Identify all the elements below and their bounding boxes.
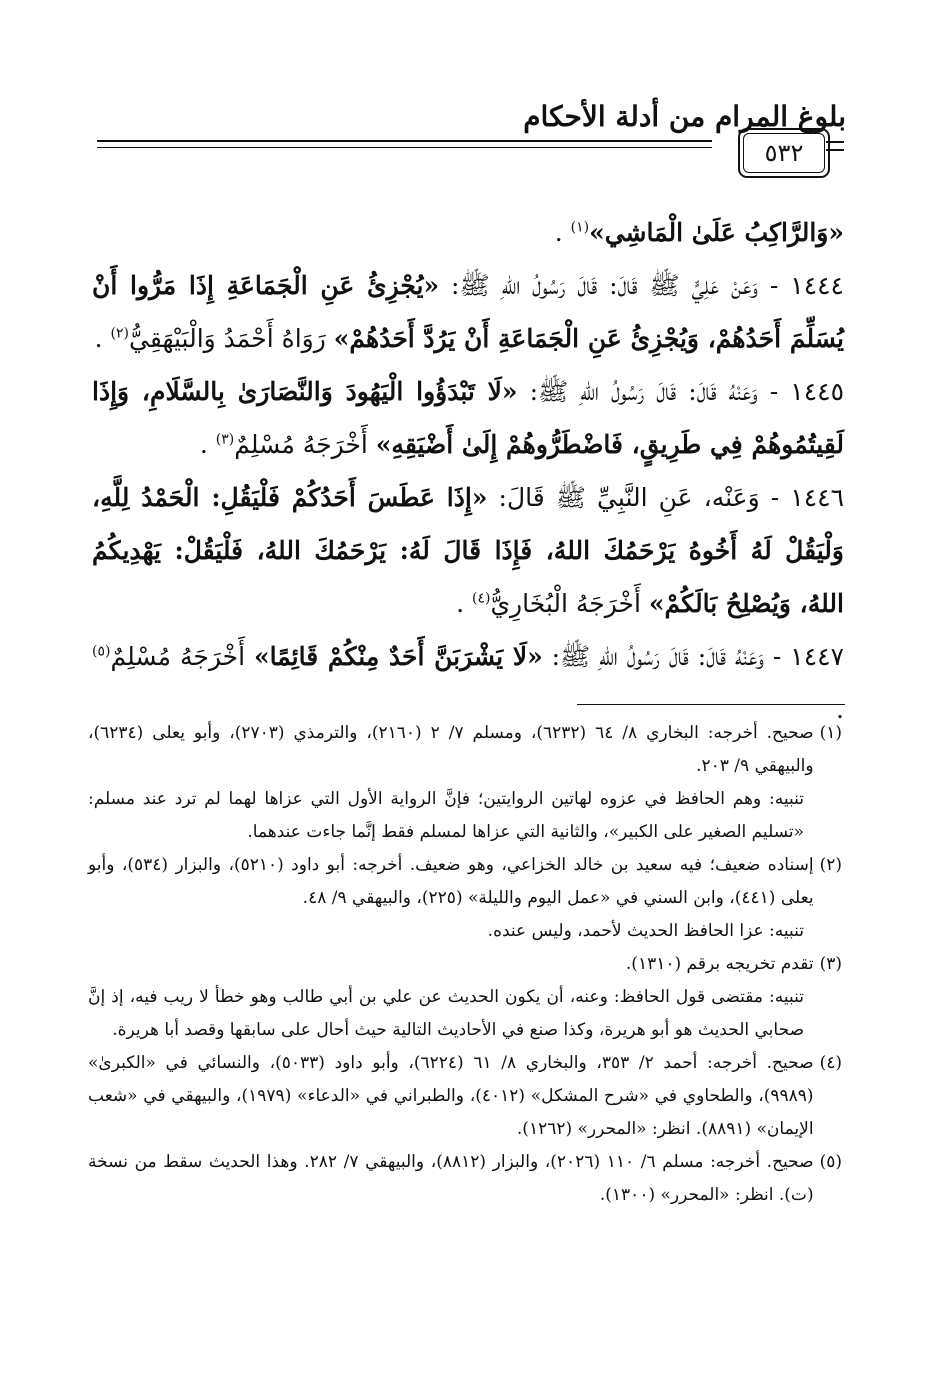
footnote-number: (٢) xyxy=(819,855,842,875)
hadith-quote: «لَا تَبْدَؤُوا الْيَهُودَ وَالنَّصَارَىٰ بِالسَّلَامِ، وَإِذَا لَقِيتُمُوهُمْ فِي طَرِيقٍ، فَاضْطَرُّوهُمْ إِلَىٰ أَضْيَقِهِ» xyxy=(92,377,844,459)
footnote-5 xyxy=(88,1146,842,1212)
footnote-text: صحيح. أخرجه: مسلم ٦/ ١١٠ (٢٠٢٦)، والبزار (٨٨١٢)، والبيهقي ٧/ ٢٨٢. وهذا الحديث سقط من نسخة (ت). انظر: «المحرر» (١٣٠٠). xyxy=(88,1152,814,1205)
footnote-marker: (٤) xyxy=(471,590,491,607)
footnote-1-note: تنبيه: وهم الحافظ في عزوه لهاتين الروايتين؛ فإنَّ الرواية الأول التي عزاها لهما لم ترد عند مسلم: «تسليم الصغير على الكبير»، والثانية التي عزاها لمسلم فقط إنَّما جاءت عندهما. xyxy=(88,789,804,842)
hadith-1445 xyxy=(92,365,844,471)
hadith-quote: «لَا يَشْرَبَنَّ أَحَدٌ مِنْكُمْ قَائِمًا» xyxy=(253,642,543,671)
footnote-divider xyxy=(577,704,845,705)
header-rule xyxy=(97,140,712,150)
hadith-chain: وَعَنْ عَلِيٍّ ﷺ قَالَ: قَالَ رَسُولُ اللهِ ﷺ: xyxy=(439,271,758,300)
hadith-source: أَخْرَجَهُ مُسْلِمٌ xyxy=(234,430,376,459)
footnote-marker: (٢) xyxy=(110,325,129,342)
footnote-marker: (٥) xyxy=(92,643,111,660)
hadith-1446 xyxy=(92,471,844,630)
header-rule-thin xyxy=(97,147,712,148)
main-text xyxy=(92,206,844,736)
footnote-number: (٣) xyxy=(819,954,842,974)
running-header-title: بلوغ المرام من أدلة الأحكام xyxy=(523,100,846,133)
footnote-3 xyxy=(88,948,842,981)
page-number: ٥٣٢ xyxy=(764,139,804,167)
footnote-marker: (٣) xyxy=(215,431,235,448)
footnote-text: إسناده ضعيف؛ فيه سعيد بن خالد الخزاعي، وهو ضعيف. أخرجه: أبو داود (٥٢١٠)، والبزار (٥٣٤)، وأبو يعلى (٤٤١)، وابن السني في «عمل اليوم والليلة» (٢٢٥)، والبيهقي ٩/ ٤٨. xyxy=(88,855,814,908)
hadith-number: ١٤٤٥ - xyxy=(757,377,845,406)
period: . xyxy=(94,324,111,353)
hadith-quote: «إِذَا عَطَسَ أَحَدُكُمْ فَلْيَقُلِ: الْحَمْدُ لِلَّهِ، وَلْيَقُلْ لَهُ أَخُوهُ يَرْحَمُكَ اللهُ، فَإِذَا قَالَ لَهُ: يَرْحَمُكَ اللهُ، فَلْيَقُلْ: يَهْدِيكُمُ اللهُ، وَيُصْلِحُ بَالَكُمْ» xyxy=(92,483,844,618)
footnote-text: صحيح. أخرجه: البخاري ٨/ ٦٤ (٦٢٣٢)، ومسلم ٧/ ٢ (٢١٦٠)، والترمذي (٢٧٠٣)، وأبو يعلى (٦٢٣٤)، والبيهقي ٩/ ٢٠٣. xyxy=(88,723,814,776)
footnotes xyxy=(88,717,842,1212)
footnote-1 xyxy=(88,717,842,783)
footnote-text: تقدم تخريجه برقم (١٣١٠). xyxy=(625,954,814,974)
footnote-number: (١) xyxy=(819,723,842,743)
page-number-box xyxy=(738,128,830,178)
hadith-1444 xyxy=(92,259,844,365)
footnote-marker: (١) xyxy=(570,219,590,236)
page-number-ornament xyxy=(826,130,844,156)
hadith-source: أَخْرَجَهُ مُسْلِمٌ xyxy=(110,642,254,671)
hadith-quote: «يُجْزِئُ عَنِ الْجَمَاعَةِ إِذَا مَرُّوا أَنْ يُسَلِّمَ أَحَدُهُمْ، وَيُجْزِئُ عَنِ الْجَمَاعَةِ أَنْ يَرُدَّ أَحَدُهُمْ» xyxy=(92,271,844,353)
hadith-quote: «وَالرَّاكِبُ عَلَىٰ الْمَاشِي» xyxy=(589,218,844,247)
hadith-chain: وَعَنْه، عَنِ النَّبِيِّ ﷺ قَالَ: xyxy=(487,483,760,512)
period: . xyxy=(199,430,216,459)
footnote-4 xyxy=(88,1047,842,1146)
period: . xyxy=(554,218,571,247)
hadith-number: ١٤٤٧ - xyxy=(764,642,844,671)
hadith-source: أَخْرَجَهُ الْبُخَارِيُّ xyxy=(490,589,649,618)
period: . xyxy=(456,589,472,618)
footnote-2 xyxy=(88,849,842,915)
footnote-number: (٤) xyxy=(819,1053,842,1073)
hadith-number: ١٤٤٤ - xyxy=(757,271,844,300)
hadith-chain: وَعَنْهُ قَالَ: قَالَ رَسُولُ اللهِ ﷺ: xyxy=(517,377,758,406)
paragraph-continuation xyxy=(92,206,844,259)
hadith-source: رَوَاهُ أَحْمَدُ وَالْبَيْهَقِيُّ xyxy=(129,324,334,353)
hadith-chain: وَعَنْهُ قَالَ: قَالَ رَسُولُ اللهِ ﷺ: xyxy=(542,642,764,671)
footnote-2-note: تنبيه: عزا الحافظ الحديث لأحمد، وليس عنده. xyxy=(487,921,804,941)
hadith-number: ١٤٤٦ - xyxy=(759,483,845,512)
footnote-number: (٥) xyxy=(819,1152,842,1172)
footnote-text: صحيح. أخرجه: أحمد ٢/ ٣٥٣، والبخاري ٨/ ٦١ (٦٢٢٤)، وأبو داود (٥٠٣٣)، والنسائي في «الكبرىٰ» (٩٩٨٩)، والطحاوي في «شرح المشكل» (٤٠١٢)، والطبراني في «الدعاء» (١٩٧٩)، والبيهقي في «شعب الإيمان» (٨٨٩١). انظر: «المحرر» (١٢٦٢). xyxy=(88,1053,814,1139)
footnote-3-note: تنبيه: مقتضى قول الحافظ: وعنه، أن يكون الحديث عن علي بن أبي طالب وهو خطأ لا ريب فيه، إذ إنَّ صحابي الحديث هو أبو هريرة، وكذا صنع في الأحاديث التالية حيث أحال على سابقها وقصد أبا هريرة. xyxy=(88,987,804,1040)
period: . xyxy=(836,695,844,724)
header-rule-thick xyxy=(97,140,712,142)
